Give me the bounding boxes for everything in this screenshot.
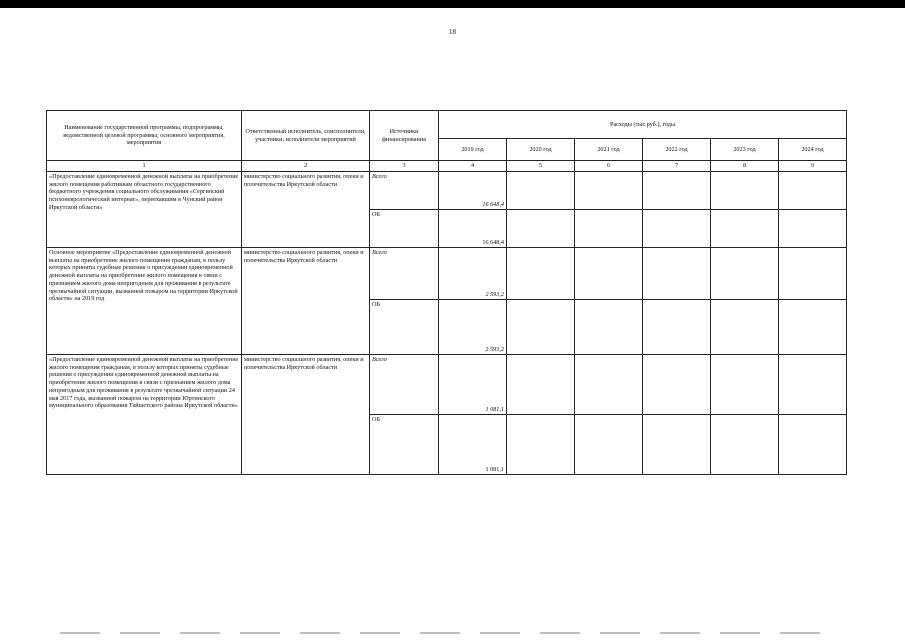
column-number: 6 bbox=[575, 161, 643, 172]
header-year: 2022 год bbox=[643, 139, 711, 161]
column-number: 3 bbox=[370, 161, 439, 172]
activity-executor: министерство социального развития, опеки и попечительства Иркутской области bbox=[242, 171, 370, 247]
page-number: 18 bbox=[449, 28, 456, 36]
header-year: 2020 год bbox=[507, 139, 575, 161]
header-year: 2019 год bbox=[439, 139, 507, 161]
budget-table bbox=[46, 110, 847, 475]
table-row bbox=[47, 247, 847, 299]
header-year: 2023 год bbox=[711, 139, 779, 161]
activity-name: Основное мероприятие «Предоставление единовременной денежной выплаты на приобретение жилого помещения гражданам, в пользу которых приняты судебные решения о присуждении единовременной денежной выплаты на приобретение жилого помещения в связи с признанием жилого дома непригодным для проживания в результате чрезвычайной ситуации, вызванной пожаром на территории Иркутской области» на 2019 год bbox=[47, 247, 242, 354]
activity-name: «Предоставление единовременной денежной выплаты на приобретение жилого помещения работникам областного государственного бюджетного учреждения социального обслуживания «Сергинский психоневрологический интернат», переехавшим в Чунский район Иркутской области» bbox=[47, 171, 242, 247]
header-name: Наименование государственной программы, подпрограммы, ведомственной целевой программы, основного мероприятия, мероприятия bbox=[47, 111, 242, 161]
scan-bottom-marks bbox=[60, 632, 840, 634]
column-number: 1 bbox=[47, 161, 242, 172]
source-ob: ОБ bbox=[370, 299, 439, 354]
header-executor: Ответственный исполнитель, соисполнители, участники, исполнители мероприятий bbox=[242, 111, 370, 161]
column-number: 5 bbox=[507, 161, 575, 172]
activity-name: «Предоставление единовременной денежной выплаты на приобретение жилого помещения гражданам, в пользу которых приняты судебные решения о присуждении единовременной денежной выплаты на приобретение жилого помещения в связи с признанием жилого дома непригодным для проживания в результате чрезвычайной ситуации 24 мая 2017 года, вызванной пожаром на территории Юртинского муниципального образования Тайшетского района Иркутской области» bbox=[47, 354, 242, 474]
header-year: 2024 год bbox=[779, 139, 847, 161]
source-ob: ОБ bbox=[370, 209, 439, 247]
value-ob-2019: 2 593,2 bbox=[439, 299, 507, 354]
value-ob-2019: 1 081,1 bbox=[439, 414, 507, 474]
activity-executor: министерство социального развития, опеки и попечительства Иркутской области bbox=[242, 247, 370, 354]
source-total: Всего bbox=[370, 171, 439, 209]
header-source: Источники финансирования bbox=[370, 111, 439, 161]
value-total-2019: 16 648,4 bbox=[439, 171, 507, 209]
scan-top-border bbox=[0, 0, 905, 8]
source-total: Всего bbox=[370, 247, 439, 299]
source-ob: ОБ bbox=[370, 414, 439, 474]
table-row bbox=[47, 171, 847, 209]
column-number: 7 bbox=[643, 161, 711, 172]
activity-executor: министерство социального развития, опеки и попечительства Иркутской области bbox=[242, 354, 370, 474]
column-number: 4 bbox=[439, 161, 507, 172]
value-total-2019: 1 081,1 bbox=[439, 354, 507, 414]
column-number: 8 bbox=[711, 161, 779, 172]
column-number: 2 bbox=[242, 161, 370, 172]
value-ob-2019: 16 648,4 bbox=[439, 209, 507, 247]
header-year: 2021 год bbox=[575, 139, 643, 161]
header-expenses: Расходы (тыс.руб.), годы bbox=[439, 111, 847, 139]
column-number: 9 bbox=[779, 161, 847, 172]
table-row bbox=[47, 354, 847, 414]
source-total: Всего bbox=[370, 354, 439, 414]
value-total-2019: 2 593,2 bbox=[439, 247, 507, 299]
